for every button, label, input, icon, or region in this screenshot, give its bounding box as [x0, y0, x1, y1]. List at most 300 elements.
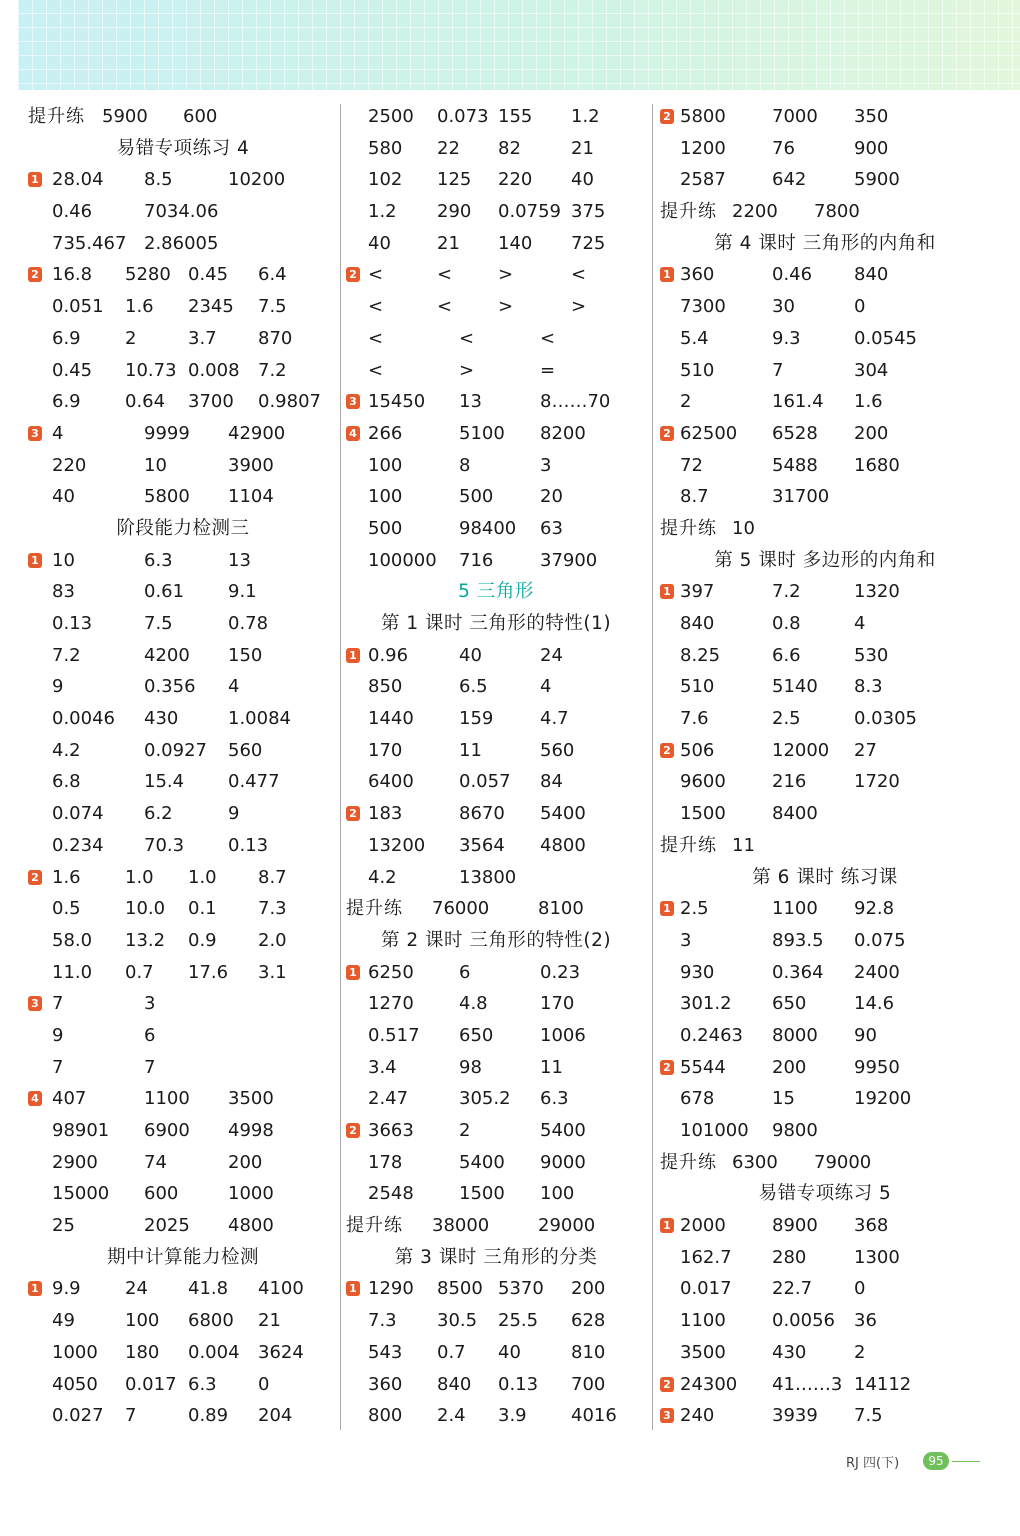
answer-value: 5100	[459, 422, 505, 444]
question-number-badge: 1	[660, 1218, 674, 1233]
answer-value: 290	[437, 201, 472, 223]
answer-value: 6.3	[144, 549, 173, 571]
answer-value: 98400	[459, 517, 517, 539]
answer-value: 0.13	[498, 1373, 539, 1395]
answer-value: <	[368, 327, 384, 349]
answer-row	[660, 1273, 990, 1305]
answer-value: 100	[368, 454, 403, 476]
answer-value: 22	[437, 137, 460, 159]
answer-value: 1.6	[125, 296, 154, 318]
answer-value: 6	[144, 1024, 156, 1046]
answer-value: 8200	[540, 422, 586, 444]
section-heading: 第 4 课时 三角形的内角和	[714, 232, 936, 254]
answer-value: 9	[228, 803, 240, 825]
answer-value: 100	[368, 486, 403, 508]
answer-value: 17.6	[188, 961, 229, 983]
answer-value: 3.1	[258, 961, 287, 983]
answer-value: 30.5	[437, 1310, 478, 1332]
answer-value: 0.057	[459, 771, 511, 793]
answer-value: 0.477	[228, 771, 280, 793]
answer-value: 1500	[680, 803, 726, 825]
answer-value: 8500	[437, 1278, 483, 1300]
answer-value: 543	[368, 1341, 403, 1363]
answer-value: 98	[459, 1056, 482, 1078]
answer-value: 3	[680, 929, 692, 951]
answer-value: 5370	[498, 1278, 544, 1300]
question-number-badge: 2	[346, 1123, 360, 1138]
answer-value: 7.5	[854, 1405, 883, 1427]
answer-row	[660, 164, 990, 196]
answer-value: 10	[144, 454, 167, 476]
answer-row	[28, 545, 338, 577]
answer-row	[28, 671, 338, 703]
answer-value: 98901	[52, 1120, 110, 1141]
answer-value: 0.9	[188, 929, 217, 951]
answer-value: 62500	[680, 422, 738, 444]
answer-value: 2400	[854, 961, 900, 983]
answer-value: 11	[732, 834, 755, 856]
answer-value: 0.23	[540, 961, 581, 983]
answer-value: 161.4	[772, 391, 824, 413]
answer-value: 397	[680, 581, 715, 603]
answer-value: 5280	[125, 264, 171, 286]
answer-value: 350	[854, 106, 889, 127]
question-number-badge: 1	[346, 1281, 360, 1296]
answer-value: 10200	[228, 169, 286, 191]
question-number-badge: 4	[28, 1091, 42, 1106]
answer-value: 510	[680, 676, 715, 698]
question-number-badge: 2	[660, 1060, 674, 1075]
answer-value: 1440	[368, 708, 414, 730]
answer-value: <	[540, 327, 556, 349]
answer-row	[346, 1020, 646, 1052]
answer-value: 0.13	[228, 834, 269, 856]
answer-value: 0.004	[188, 1341, 240, 1363]
answer-value: 4016	[571, 1405, 617, 1427]
answer-value: 92.8	[854, 898, 895, 920]
answer-value: 6	[459, 961, 471, 983]
answer-row	[28, 862, 338, 894]
answer-row	[28, 450, 338, 482]
question-number-badge: 2	[660, 1377, 674, 1392]
answer-value: 650	[772, 993, 807, 1015]
answer-row	[28, 291, 338, 323]
answer-row	[28, 1020, 338, 1052]
answer-value: 3700	[188, 391, 234, 413]
answer-value: 11	[459, 739, 482, 761]
answer-value: 58.0	[52, 929, 93, 951]
answer-row	[28, 323, 338, 355]
answer-row	[28, 1400, 338, 1432]
answer-value: 1200	[680, 137, 726, 159]
practice-label: 提升练	[660, 1151, 717, 1173]
answer-value: 3900	[228, 454, 274, 476]
answer-value: 9950	[854, 1056, 900, 1078]
question-number-badge: 3	[660, 1408, 674, 1423]
answer-row	[660, 957, 990, 989]
answer-value: 8400	[772, 803, 818, 825]
answer-value: 30	[772, 296, 795, 318]
answer-value: 800	[368, 1405, 403, 1427]
answer-row	[660, 671, 990, 703]
answer-row	[660, 988, 990, 1020]
answer-value: <	[437, 296, 453, 318]
answer-value: 6.9	[52, 327, 81, 349]
answer-value: 2900	[52, 1151, 98, 1173]
answer-value: 63	[540, 517, 563, 539]
answer-value: 16.8	[52, 264, 93, 286]
answer-value: 280	[772, 1246, 807, 1268]
answer-row	[28, 1147, 338, 1179]
answer-row	[660, 323, 990, 355]
answer-row	[660, 735, 990, 767]
answer-value: 8.7	[680, 486, 709, 508]
answer-value: 8	[459, 454, 471, 476]
answer-value: 3.7	[188, 327, 217, 349]
answer-value: 1.2	[571, 106, 600, 127]
answer-value: 8.25	[680, 644, 721, 666]
answer-value: 170	[368, 739, 403, 761]
answer-value: 8.5	[144, 169, 173, 191]
practice-label: 提升练	[660, 517, 717, 539]
answer-row	[660, 608, 990, 640]
answer-value: <	[437, 264, 453, 286]
answer-row	[346, 988, 646, 1020]
practice-label: 提升练	[28, 106, 85, 127]
question-number-badge: 2	[346, 806, 360, 821]
answer-value: 7	[144, 1056, 156, 1078]
answer-row	[28, 1083, 338, 1115]
answer-value: 840	[680, 613, 715, 634]
answer-row	[660, 1305, 990, 1337]
section-heading: 第 6 课时 练习课	[752, 866, 898, 888]
answer-value: 220	[52, 454, 87, 476]
answer-value: 2	[854, 1341, 866, 1363]
answer-value: 530	[854, 644, 889, 666]
answer-row	[28, 1273, 338, 1305]
answer-value: 6.4	[258, 264, 287, 286]
answer-value: 1270	[368, 993, 414, 1015]
answer-row	[660, 1400, 990, 1432]
answer-value: 7.5	[144, 613, 173, 634]
answer-value: 79000	[814, 1151, 872, 1173]
answer-row	[660, 418, 990, 450]
answer-value: 0.7	[437, 1341, 466, 1363]
answer-value: 9	[52, 1024, 64, 1046]
answer-value: 5400	[459, 1151, 505, 1173]
answer-row	[28, 608, 338, 640]
answer-value: 21	[437, 232, 460, 254]
answer-value: 3500	[228, 1088, 274, 1110]
answer-value: 200	[228, 1151, 263, 1173]
answer-value: 15000	[52, 1183, 110, 1205]
answer-value: 0.234	[52, 834, 104, 856]
answer-value: 0	[854, 1278, 866, 1300]
answer-value: 13	[228, 549, 251, 571]
answer-value: 27	[854, 739, 877, 761]
answer-row	[346, 228, 646, 260]
answer-value: 305.2	[459, 1088, 511, 1110]
answer-value: 159	[459, 708, 494, 730]
answer-row	[660, 386, 990, 418]
answer-value: 240	[680, 1405, 715, 1427]
answer-row	[28, 386, 338, 418]
answer-row	[660, 1115, 990, 1147]
page-number-badge: 95	[923, 1452, 949, 1470]
answer-value: 9.1	[228, 581, 257, 603]
answer-value: 6800	[188, 1310, 234, 1332]
answer-value: 31700	[772, 486, 830, 508]
answer-value: 7.2	[258, 359, 287, 381]
answer-row	[660, 1369, 990, 1401]
answer-value: 0.051	[52, 296, 104, 318]
answer-value: 6.9	[52, 391, 81, 413]
answer-value: 7034.06	[144, 201, 219, 223]
answer-value: 0.075	[854, 929, 906, 951]
question-number-badge: 1	[346, 965, 360, 980]
answer-row	[346, 640, 646, 672]
question-number-badge: 1	[28, 172, 42, 187]
practice-row	[660, 1147, 990, 1179]
answer-value: 82	[498, 137, 521, 159]
answer-value: 41……3	[772, 1373, 843, 1395]
answer-value: 4050	[52, 1373, 98, 1395]
answer-row	[346, 386, 646, 418]
practice-label: 提升练	[660, 201, 717, 223]
answer-value: 25.5	[498, 1310, 539, 1332]
answer-value: >	[498, 296, 514, 318]
answer-value: 5800	[680, 106, 726, 127]
answer-value: 6.6	[772, 644, 801, 666]
answer-value: 0.9807	[258, 391, 321, 413]
question-number-badge: 1	[660, 584, 674, 599]
answer-value: 5544	[680, 1056, 726, 1078]
answer-value: 100000	[368, 549, 437, 571]
answer-value: 0.0759	[498, 201, 561, 223]
answer-row	[660, 481, 990, 513]
answer-column-1	[28, 101, 338, 1432]
answer-value: 22.7	[772, 1278, 813, 1300]
answer-value: 7300	[680, 296, 726, 318]
answer-value: 13.2	[125, 929, 166, 951]
section-heading: 第 3 课时 三角形的分类	[394, 1246, 598, 1268]
answer-value: 0.0046	[52, 708, 115, 730]
answer-value: 0.0545	[854, 327, 917, 349]
answer-value: 4800	[540, 834, 586, 856]
answer-value: 102	[368, 169, 403, 191]
question-number-badge: 2	[660, 109, 674, 124]
answer-value: 0.517	[368, 1024, 420, 1046]
answer-value: 4.2	[368, 866, 397, 888]
answer-value: 8670	[459, 803, 505, 825]
answer-value: 125	[437, 169, 472, 191]
answer-row	[346, 957, 646, 989]
answer-value: 10	[732, 517, 755, 539]
answer-value: 0.356	[144, 676, 196, 698]
answer-row	[346, 101, 646, 133]
answer-value: 5488	[772, 454, 818, 476]
answer-value: 2000	[680, 1215, 726, 1237]
answer-row	[660, 1020, 990, 1052]
answer-value: 183	[368, 803, 403, 825]
answer-row	[346, 323, 646, 355]
question-number-badge: 2	[346, 267, 360, 282]
practice-row	[28, 101, 338, 133]
answer-value: 42900	[228, 422, 286, 444]
answer-row	[28, 1305, 338, 1337]
answer-row	[346, 418, 646, 450]
answer-value: 870	[258, 327, 293, 349]
answer-row	[346, 1337, 646, 1369]
answer-value: 4	[540, 676, 552, 698]
answer-value: 40	[368, 232, 391, 254]
answer-value: 0.45	[188, 264, 229, 286]
answer-value: 11	[540, 1056, 563, 1078]
answer-value: 1.6	[854, 391, 883, 413]
question-number-badge: 1	[346, 648, 360, 663]
answer-value: 19200	[854, 1088, 912, 1110]
answer-row	[346, 830, 646, 862]
answer-value: 0.0927	[144, 739, 207, 761]
practice-label: 提升练	[346, 1215, 403, 1237]
answer-value: 11.0	[52, 961, 93, 983]
answer-row	[346, 133, 646, 165]
answer-value: 3624	[258, 1341, 304, 1363]
answer-value: 29000	[538, 1215, 596, 1237]
answer-value: 0.64	[125, 391, 166, 413]
answer-value: 140	[498, 232, 533, 254]
answer-row	[28, 925, 338, 957]
section-heading: 5 三角形	[458, 581, 534, 603]
section-heading: 易错专项练习 5	[758, 1183, 892, 1205]
answer-value: 0.46	[52, 201, 93, 223]
answer-value: 2.5	[680, 898, 709, 920]
answer-value: 40	[459, 644, 482, 666]
answer-row	[28, 228, 338, 260]
answer-row	[346, 1083, 646, 1115]
answer-row	[346, 196, 646, 228]
answer-value: 41.8	[188, 1278, 229, 1300]
answer-value: 1290	[368, 1278, 414, 1300]
answer-value: 7	[52, 993, 64, 1015]
answer-value: 5800	[144, 486, 190, 508]
answer-row	[28, 1210, 338, 1242]
answer-value: 716	[459, 549, 494, 571]
answer-value: 100	[540, 1183, 575, 1205]
answer-value: 0.8	[772, 613, 801, 634]
answer-value: 25	[52, 1215, 75, 1237]
answer-row	[346, 862, 646, 894]
answer-value: 1.0084	[228, 708, 291, 730]
answer-value: 360	[680, 264, 715, 286]
column-divider	[340, 104, 341, 1430]
answer-value: 725	[571, 232, 606, 254]
answer-value: 3939	[772, 1405, 818, 1427]
answer-value: 7	[772, 359, 784, 381]
answer-value: 76000	[432, 898, 490, 920]
answer-value: 1.2	[368, 201, 397, 223]
answer-value: 40	[52, 486, 75, 508]
section-heading: 阶段能力检测三	[116, 517, 250, 539]
answer-value: 506	[680, 739, 715, 761]
answer-value: 1300	[854, 1246, 900, 1268]
answer-row	[346, 735, 646, 767]
answer-value: 74	[144, 1151, 167, 1173]
answer-row	[28, 1337, 338, 1369]
answer-value: 21	[571, 137, 594, 159]
answer-value: 100	[125, 1310, 160, 1332]
answer-value: <	[368, 296, 384, 318]
question-number-badge: 3	[346, 394, 360, 409]
answer-row	[660, 576, 990, 608]
practice-label: 提升练	[346, 898, 403, 920]
answer-value: 4	[228, 676, 240, 698]
answer-value: 5400	[540, 803, 586, 825]
answer-value: 3.4	[368, 1056, 397, 1078]
answer-value: 15	[772, 1088, 795, 1110]
answer-row	[346, 545, 646, 577]
answer-row	[28, 1052, 338, 1084]
answer-value: 7.2	[52, 644, 81, 666]
answer-value: 6.3	[188, 1373, 217, 1395]
answer-value: 2	[459, 1120, 471, 1141]
answer-row	[346, 259, 646, 291]
answer-value: 0.13	[52, 613, 93, 634]
top-banner	[18, 0, 1020, 90]
answer-value: 2025	[144, 1215, 190, 1237]
practice-row	[346, 893, 646, 925]
answer-value: <	[571, 264, 587, 286]
answer-value: 2.0	[258, 929, 287, 951]
answer-value: 5140	[772, 676, 818, 698]
answer-value: 0.0056	[772, 1310, 835, 1332]
answer-row	[660, 1052, 990, 1084]
answer-value: 2200	[732, 201, 778, 223]
answer-value: 20	[540, 486, 563, 508]
practice-row	[660, 513, 990, 545]
answer-value: 560	[228, 739, 263, 761]
answer-value: 1680	[854, 454, 900, 476]
answer-value: 38000	[432, 1215, 490, 1237]
answer-row	[28, 893, 338, 925]
answer-value: 155	[498, 106, 533, 127]
answer-value: 2.4	[437, 1405, 466, 1427]
answer-value: 304	[854, 359, 889, 381]
answer-value: 40	[498, 1341, 521, 1363]
answer-value: 5.4	[680, 327, 709, 349]
answer-value: 7	[52, 1056, 64, 1078]
answer-row	[346, 513, 646, 545]
answer-value: 15.4	[144, 771, 185, 793]
answer-value: 0.45	[52, 359, 93, 381]
answer-value: 6900	[144, 1120, 190, 1141]
answer-row	[28, 355, 338, 387]
answer-value: 0.0305	[854, 708, 917, 730]
answer-value: 150	[228, 644, 263, 666]
answer-row	[28, 703, 338, 735]
answer-value: 700	[571, 1373, 606, 1395]
answer-value: 4100	[258, 1278, 304, 1300]
section-heading: 期中计算能力检测	[106, 1246, 259, 1268]
answer-value: 6.3	[540, 1088, 569, 1110]
answer-value: 2	[680, 391, 692, 413]
answer-value: 1100	[680, 1310, 726, 1332]
answer-row	[346, 671, 646, 703]
answer-value: 900	[854, 137, 889, 159]
answer-row	[346, 355, 646, 387]
column-divider	[652, 104, 653, 1430]
question-number-badge: 3	[28, 426, 42, 441]
